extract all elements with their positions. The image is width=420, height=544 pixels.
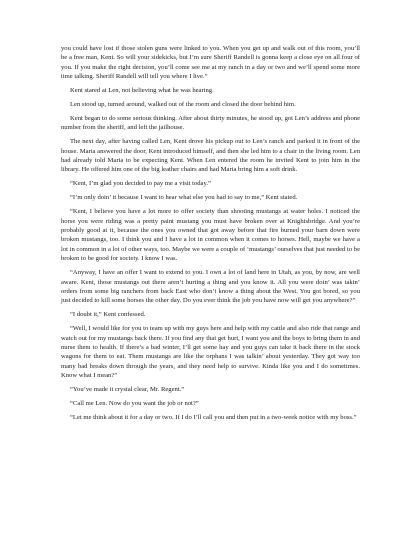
paragraph: “Kent, I believe you have a lot more to offer society than shooting mustangs at water holes. I noticed the horse you were riding was a pretty paint mustang you must have broken over at Knightsbridge. And you’re probably good at it, because the ones you owned that got away before that fire burned your barn down were broken mustangs, too. I think you and I have a lot in common when it comes to horses. Hell, maybe we have a lot in common in a lot of other ways, too. Maybe we were a couple of ‘mustangs’ ourselves that just needed to be broken to be good for society. I know I was.: [61, 208, 360, 263]
paragraph: “Let me think about it for a day or two. If I do I’ll call you and then put in a two-week notice with my boss.”: [70, 413, 357, 421]
paragraph: Kent began to do some serious thinking. After about thirty minutes, he stood up, got Len’s address and phone number from the sheriff, and left the jailhouse.: [61, 114, 360, 132]
paragraph: “I’m only doin’ it because I want to hear what else you had to say to me,” Kent stated.: [70, 194, 298, 202]
paragraph: “I doubt it,” Kent confessed.: [70, 311, 146, 319]
paragraph: Kent stared at Len, not believing what he was hearing.: [70, 87, 214, 95]
paragraph: The next day, after having called Len, Kent drove his pickup out to Len’s ranch and parked it in front of the house. Maria answered the door, Kent introduced himself, and then she led him to a chair in the living room. Len had already told Maria to be expecting Kent. When Len entered the room he invited Kent to join him in the library. He offered him one of the big leather chairs and had Maria bring him a soft drink.: [61, 138, 360, 174]
paragraph: Len stood up, turned around, walked out of the room and closed the door behind him.: [70, 101, 296, 109]
paragraph: “Well, I would like for you to team up with my guys here and help with my cattle and also ride that range and watch out for my mustangs back there. If you find any that get hurt, I want you and the boys to bring them in and nurse them to health. If there’s a bad winter, I’ll get some hay and you guys can take it back there in the stock wagons for them to eat. Them mustangs are like the orphans I was talkin’ about yesterday. They got way too many bad breaks down through the years, and they need help to survive. Kinda like you and I do sometimes. Know what I mean?”: [61, 325, 360, 380]
paragraph: “Call me Len. Now do you want the job or not?”: [70, 400, 199, 407]
paragraph: “Kent, I’m glad you decided to pay me a visit today.”: [70, 180, 211, 188]
paragraph: “You’ve made it crystal clear, Mr. Regent.”: [70, 386, 185, 394]
paragraph: “Anyway, I have an offer I want to extend to you. I own a lot of land here in Utah, as you, by now, are well aware. Kent, those mustangs out there aren’t hurting a thing and you know it. All you were doin’ was takin’ orders from some big ranchers from back East who don’t know a thing about the West. You got bored, so you just decided to kill some horses the other day. Do you ever think the job you have now will get you anywhere?”: [61, 269, 360, 305]
paragraph: you could have lost if those stolen guns were linked to you. When you get up and walk out of this room, you’ll be a free man, Kent. So will your sidekicks, but I’m sure Sheriff Randell is gonna keep a close eye on all four of you. If you make the right decision, you’ll come see me at my ranch in a day or two and we’ll spend some more time talking. Sheriff Randell will tell you where I live.”: [61, 45, 360, 81]
